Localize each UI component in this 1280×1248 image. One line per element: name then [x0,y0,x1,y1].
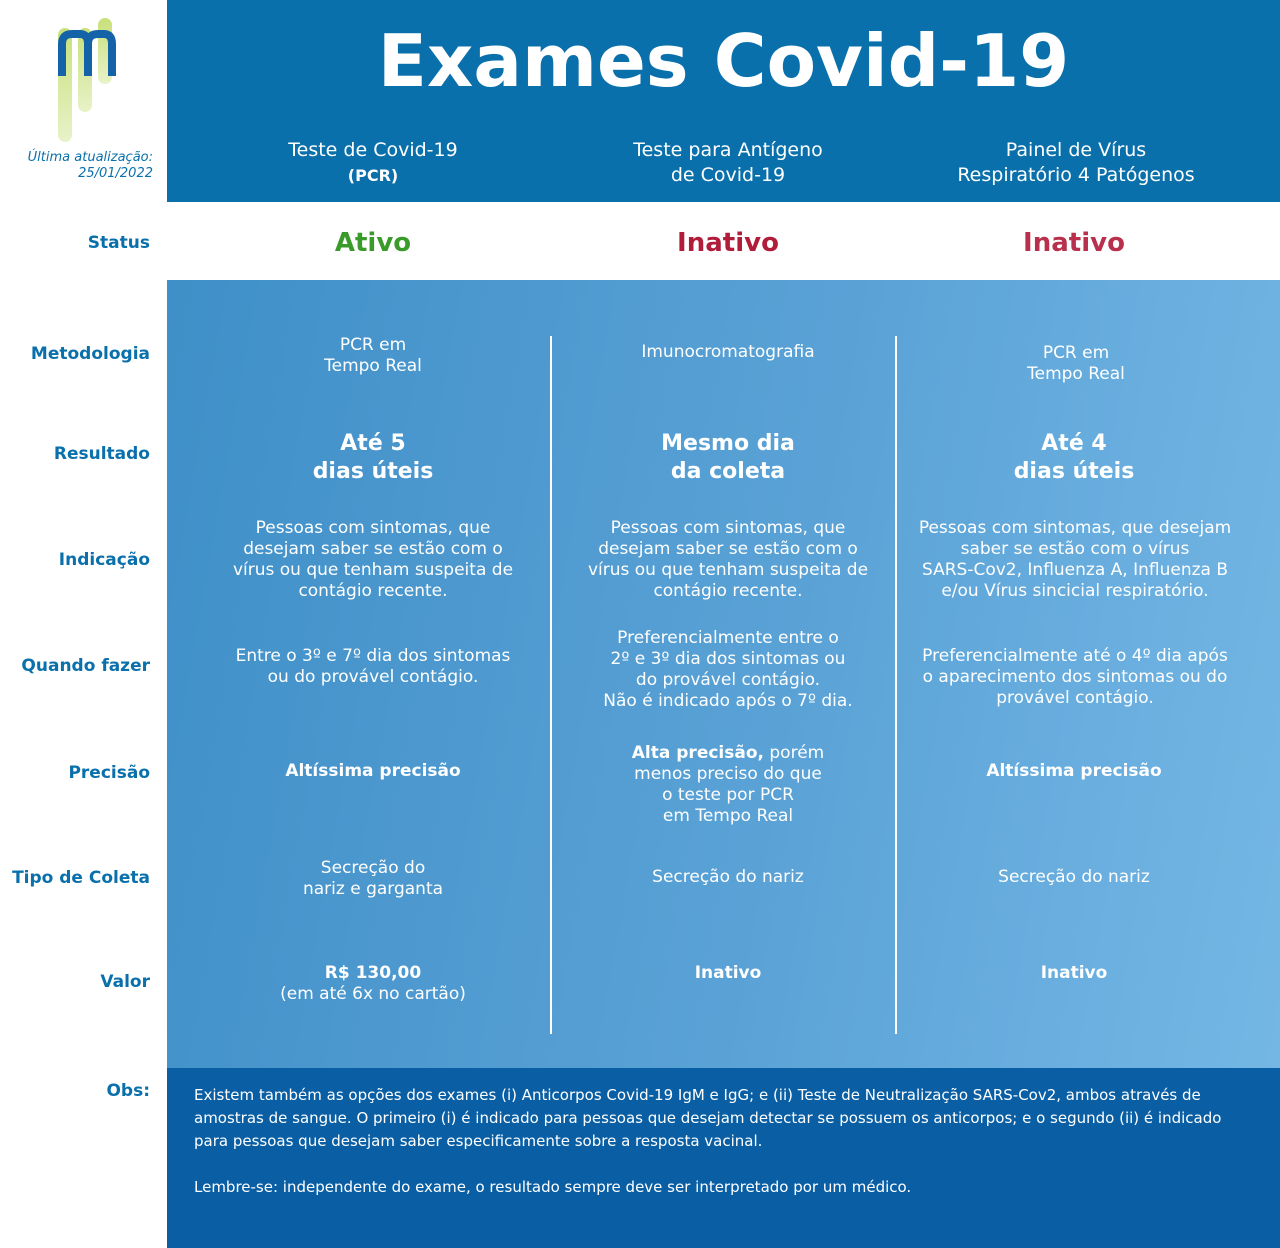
cell-precisao-pcr: Altíssima precisão [285,761,461,781]
cell-coleta-antigeno [568,867,888,888]
cell-metodologia-painel [916,343,1236,385]
cell-line: vírus ou que tenham suspeita de [232,560,514,580]
label-status: Status [87,233,150,253]
lab-logo-icon [56,18,120,142]
cell-line: do provável contágio. [635,670,821,690]
cell-quando-painel [910,646,1240,709]
cell-line: menos preciso do que [634,764,822,784]
cell-line: Preferencialmente até o 4º dia após [922,646,1228,666]
cell-line: Secreção do [320,858,426,878]
cell-line: vírus ou que tenham suspeita de [587,560,869,580]
column-name: Teste para Antígeno [633,139,823,161]
cell-quando-antigeno [568,628,888,712]
cell-line: 2º e 3º dia dos sintomas ou [610,649,846,669]
cell-line: Tempo Real [1027,364,1125,384]
label-valor: Valor [100,972,150,992]
cell-coleta-pcr [213,858,533,900]
status-badge: Inativo [677,228,779,258]
column-header-antigeno [548,138,908,188]
cell-line: PCR em [1042,343,1110,363]
cell-line: Até 5 [340,431,406,456]
status-badge: Ativo [334,228,412,258]
cell-text: porém [763,743,825,763]
cell-valor-painel: Inativo [1040,963,1108,983]
cell-line: Pessoas com sintomas, que [610,518,846,538]
cell-metodologia-pcr [213,335,533,377]
cell-line: Pessoas com sintomas, que [255,518,491,538]
cell-line: Até 4 [1041,431,1107,456]
page-title: Exames Covid-19 [377,19,1070,103]
label-resultado: Resultado [53,444,150,464]
cell-line: desejam saber se estão com o [598,539,858,559]
cell-coleta-painel [914,867,1234,888]
cell-indicacao-pcr [213,518,533,602]
cell-line: SARS-Cov2, Influenza A, Influenza B [921,560,1229,580]
cell-line: Entre o 3º e 7º dia dos sintomas [235,646,511,666]
cell-line: dias úteis [312,459,434,484]
cell-resultado-antigeno [568,430,888,486]
column-name: Painel de Vírus [1005,139,1147,161]
cell-line: Tempo Real [324,356,422,376]
cell-line: dias úteis [1013,459,1135,484]
price-note: (em até 6x no cartão) [280,984,466,1004]
status-badge: Inativo [1023,228,1125,258]
cell-precisao-antigeno [568,743,888,827]
cell-line: contágio recente. [298,581,448,601]
cell-line: Secreção do nariz [652,867,804,887]
cell-line: Imunocromatografia [641,342,815,362]
cell-line: Secreção do nariz [998,867,1150,887]
obs-text [194,1084,1244,1199]
cell-line: o aparecimento dos sintomas ou do [922,667,1228,687]
last-update [0,150,153,182]
cell-valor-pcr [213,963,533,1005]
label-precisao: Precisão [68,763,150,783]
cell-line: Pessoas com sintomas, que desejam [918,518,1232,538]
label-obs: Obs: [106,1081,150,1101]
cell-valor-antigeno: Inativo [694,963,762,983]
obs-paragraph: Existem também as opções dos exames (i) Anticorpos Covid-19 IgM e IgG; e (ii) Teste de Neutralização SARS-Cov2, ambos através de amostras de sangue. O primeiro (i) é indicado para pessoas que desejam detectar se possuem os anticorpos; e o segundo (ii) é indicado para pessoas que desejam saber especificamente sobre a resposta vacinal. [194,1086,1222,1150]
cell-line: e/ou Vírus sincicial respiratório. [941,581,1209,601]
cell-quando-pcr [208,646,538,688]
cell-line: PCR em [339,335,407,355]
column-name-sub: (PCR) [347,166,399,185]
last-update-date: 25/01/2022 [78,166,153,181]
cell-indicacao-antigeno [568,518,888,602]
cell-line: Não é indicado após o 7º dia. [603,691,853,711]
column-divider [895,336,897,1034]
cell-line: saber se estão com o vírus [960,539,1190,559]
column-name-sub: Respiratório 4 Patógenos [957,164,1195,186]
cell-metodologia-antigeno [568,342,888,363]
cell-indicacao-painel [910,518,1240,602]
cell-line: em Tempo Real [662,806,794,826]
label-indicacao: Indicação [58,550,150,570]
last-update-label: Última atualização: [27,150,153,165]
cell-line: desejam saber se estão com o [243,539,503,559]
cell-line: o teste por PCR [662,785,794,805]
cell-line: contágio recente. [653,581,803,601]
obs-paragraph: Lembre-se: independente do exame, o resultado sempre deve ser interpretado por um médico. [194,1178,912,1196]
cell-precisao-painel: Altíssima precisão [986,761,1162,781]
cell-line [568,743,888,764]
column-name: Teste de Covid-19 [288,139,458,161]
label-quando-fazer: Quando fazer [21,656,150,676]
cell-resultado-painel [914,430,1234,486]
price: R$ 130,00 [324,963,422,983]
cell-line: Preferencialmente entre o [617,628,839,648]
column-header-painel [896,138,1256,188]
cell-line: da coleta [670,459,786,484]
cell-bold-text: Alta precisão, [631,743,764,763]
cell-line: provável contágio. [996,688,1154,708]
cell-resultado-pcr [213,430,533,486]
label-tipo-coleta: Tipo de Coleta [12,868,150,888]
column-divider [550,336,552,1034]
label-metodologia: Metodologia [30,344,150,364]
cell-line: nariz e garganta [302,879,444,899]
column-name-sub: de Covid-19 [670,164,786,186]
column-header-pcr [193,138,553,188]
cell-line: Mesmo dia [661,431,795,456]
cell-line: ou do provável contágio. [267,667,479,687]
